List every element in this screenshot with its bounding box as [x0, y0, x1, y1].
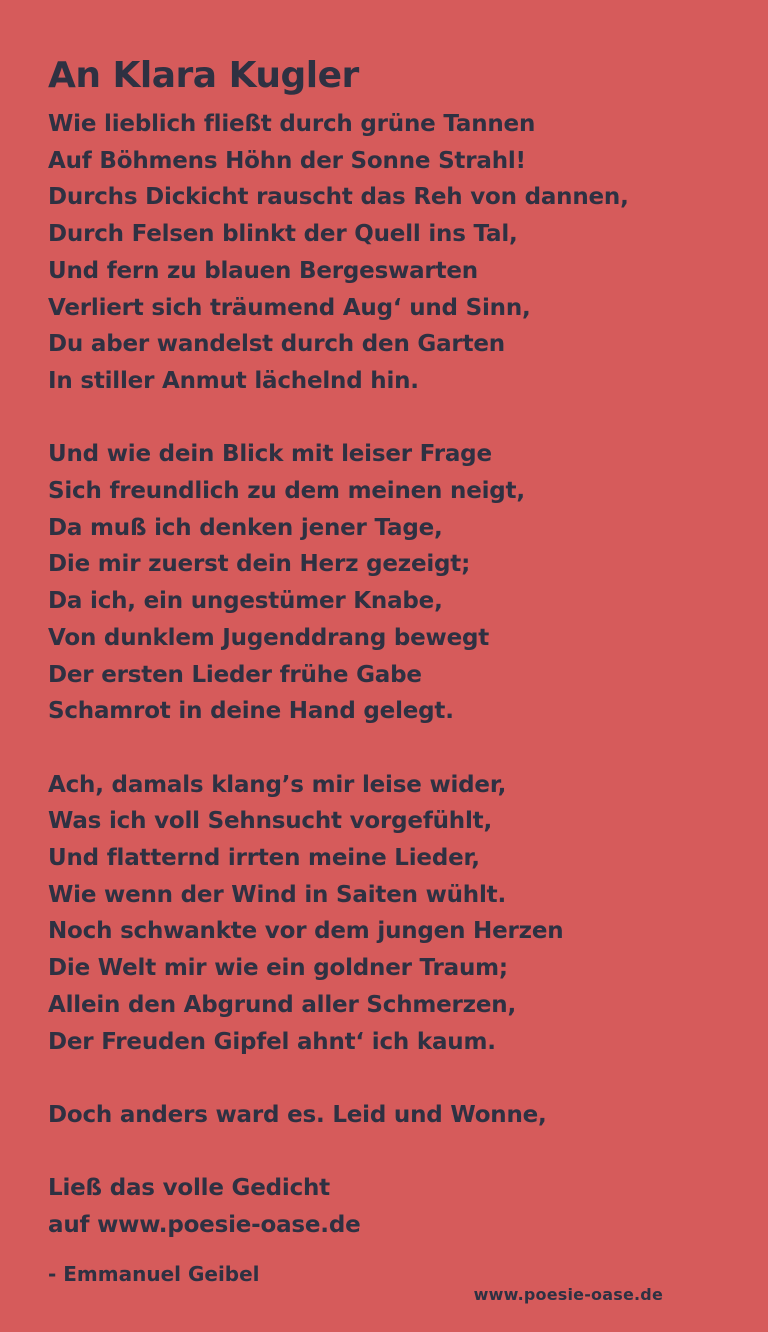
poem-line: Von dunklem Jugenddrang bewegt [48, 624, 490, 651]
poem-line: Doch anders ward es. Leid und Wonne, [48, 1101, 547, 1128]
poem-line: Du aber wandelst durch den Garten [48, 331, 505, 358]
poem-line: Durch Felsen blinkt der Quell ins Tal, [48, 221, 518, 248]
poem-line: Noch schwankte vor dem jungen Herzen [48, 918, 564, 945]
poem-line: Da muß ich denken jener Tage, [48, 514, 443, 541]
poem-line: Wie lieblich fließt durch grüne Tannen [48, 111, 536, 137]
stanza [48, 1097, 720, 1134]
poem-line: Durchs Dickicht rauscht das Reh von dannen, [48, 184, 629, 211]
poem-title: An Klara Kugler [48, 55, 359, 96]
poem-line: Schamrot in deine Hand gelegt. [48, 698, 454, 725]
poem-line: Und fern zu blauen Bergeswarten [48, 257, 478, 284]
poem-line: Auf Böhmens Höhn der Sonne Strahl! [48, 147, 526, 174]
footer-note-line: auf www.poesie-oase.de [48, 1212, 361, 1239]
poem-line: In stiller Anmut lächelnd hin. [48, 367, 419, 394]
poem-line: Die Welt mir wie ein goldner Traum; [48, 955, 508, 982]
poem-line: Ach, damals klang’s mir leise wider, [48, 771, 507, 798]
footer-note [48, 1170, 720, 1243]
poem-line: Und flatternd irrten meine Lieder, [48, 845, 480, 872]
poem-line: Sich freundlich zu dem meinen neigt, [48, 478, 525, 505]
poem-line: Was ich voll Sehnsucht vorgefühlt, [48, 808, 492, 835]
poem-line: Verliert sich träumend Aug‘ und Sinn, [48, 294, 531, 321]
poem-line: Der ersten Lieder frühe Gabe [48, 661, 422, 688]
site-watermark: www.poesie-oase.de [473, 1285, 663, 1304]
poem-line: Da ich, ein ungestümer Knabe, [48, 588, 443, 615]
poem-line: Die mir zuerst dein Herz gezeigt; [48, 551, 471, 578]
poem-line: Allein den Abgrund aller Schmerzen, [48, 991, 516, 1018]
stanza [48, 436, 720, 730]
stanza [48, 106, 720, 400]
poem-line: Und wie dein Blick mit leiser Frage [48, 441, 492, 468]
poem [48, 106, 720, 1134]
author-attribution: - Emmanuel Geibel [48, 1261, 260, 1286]
stanza [48, 767, 720, 1061]
footer-note-line: Ließ das volle Gedicht [48, 1175, 330, 1202]
poem-line: Wie wenn der Wind in Saiten wühlt. [48, 881, 506, 908]
poem-line: Der Freuden Gipfel ahnt‘ ich kaum. [48, 1028, 496, 1055]
